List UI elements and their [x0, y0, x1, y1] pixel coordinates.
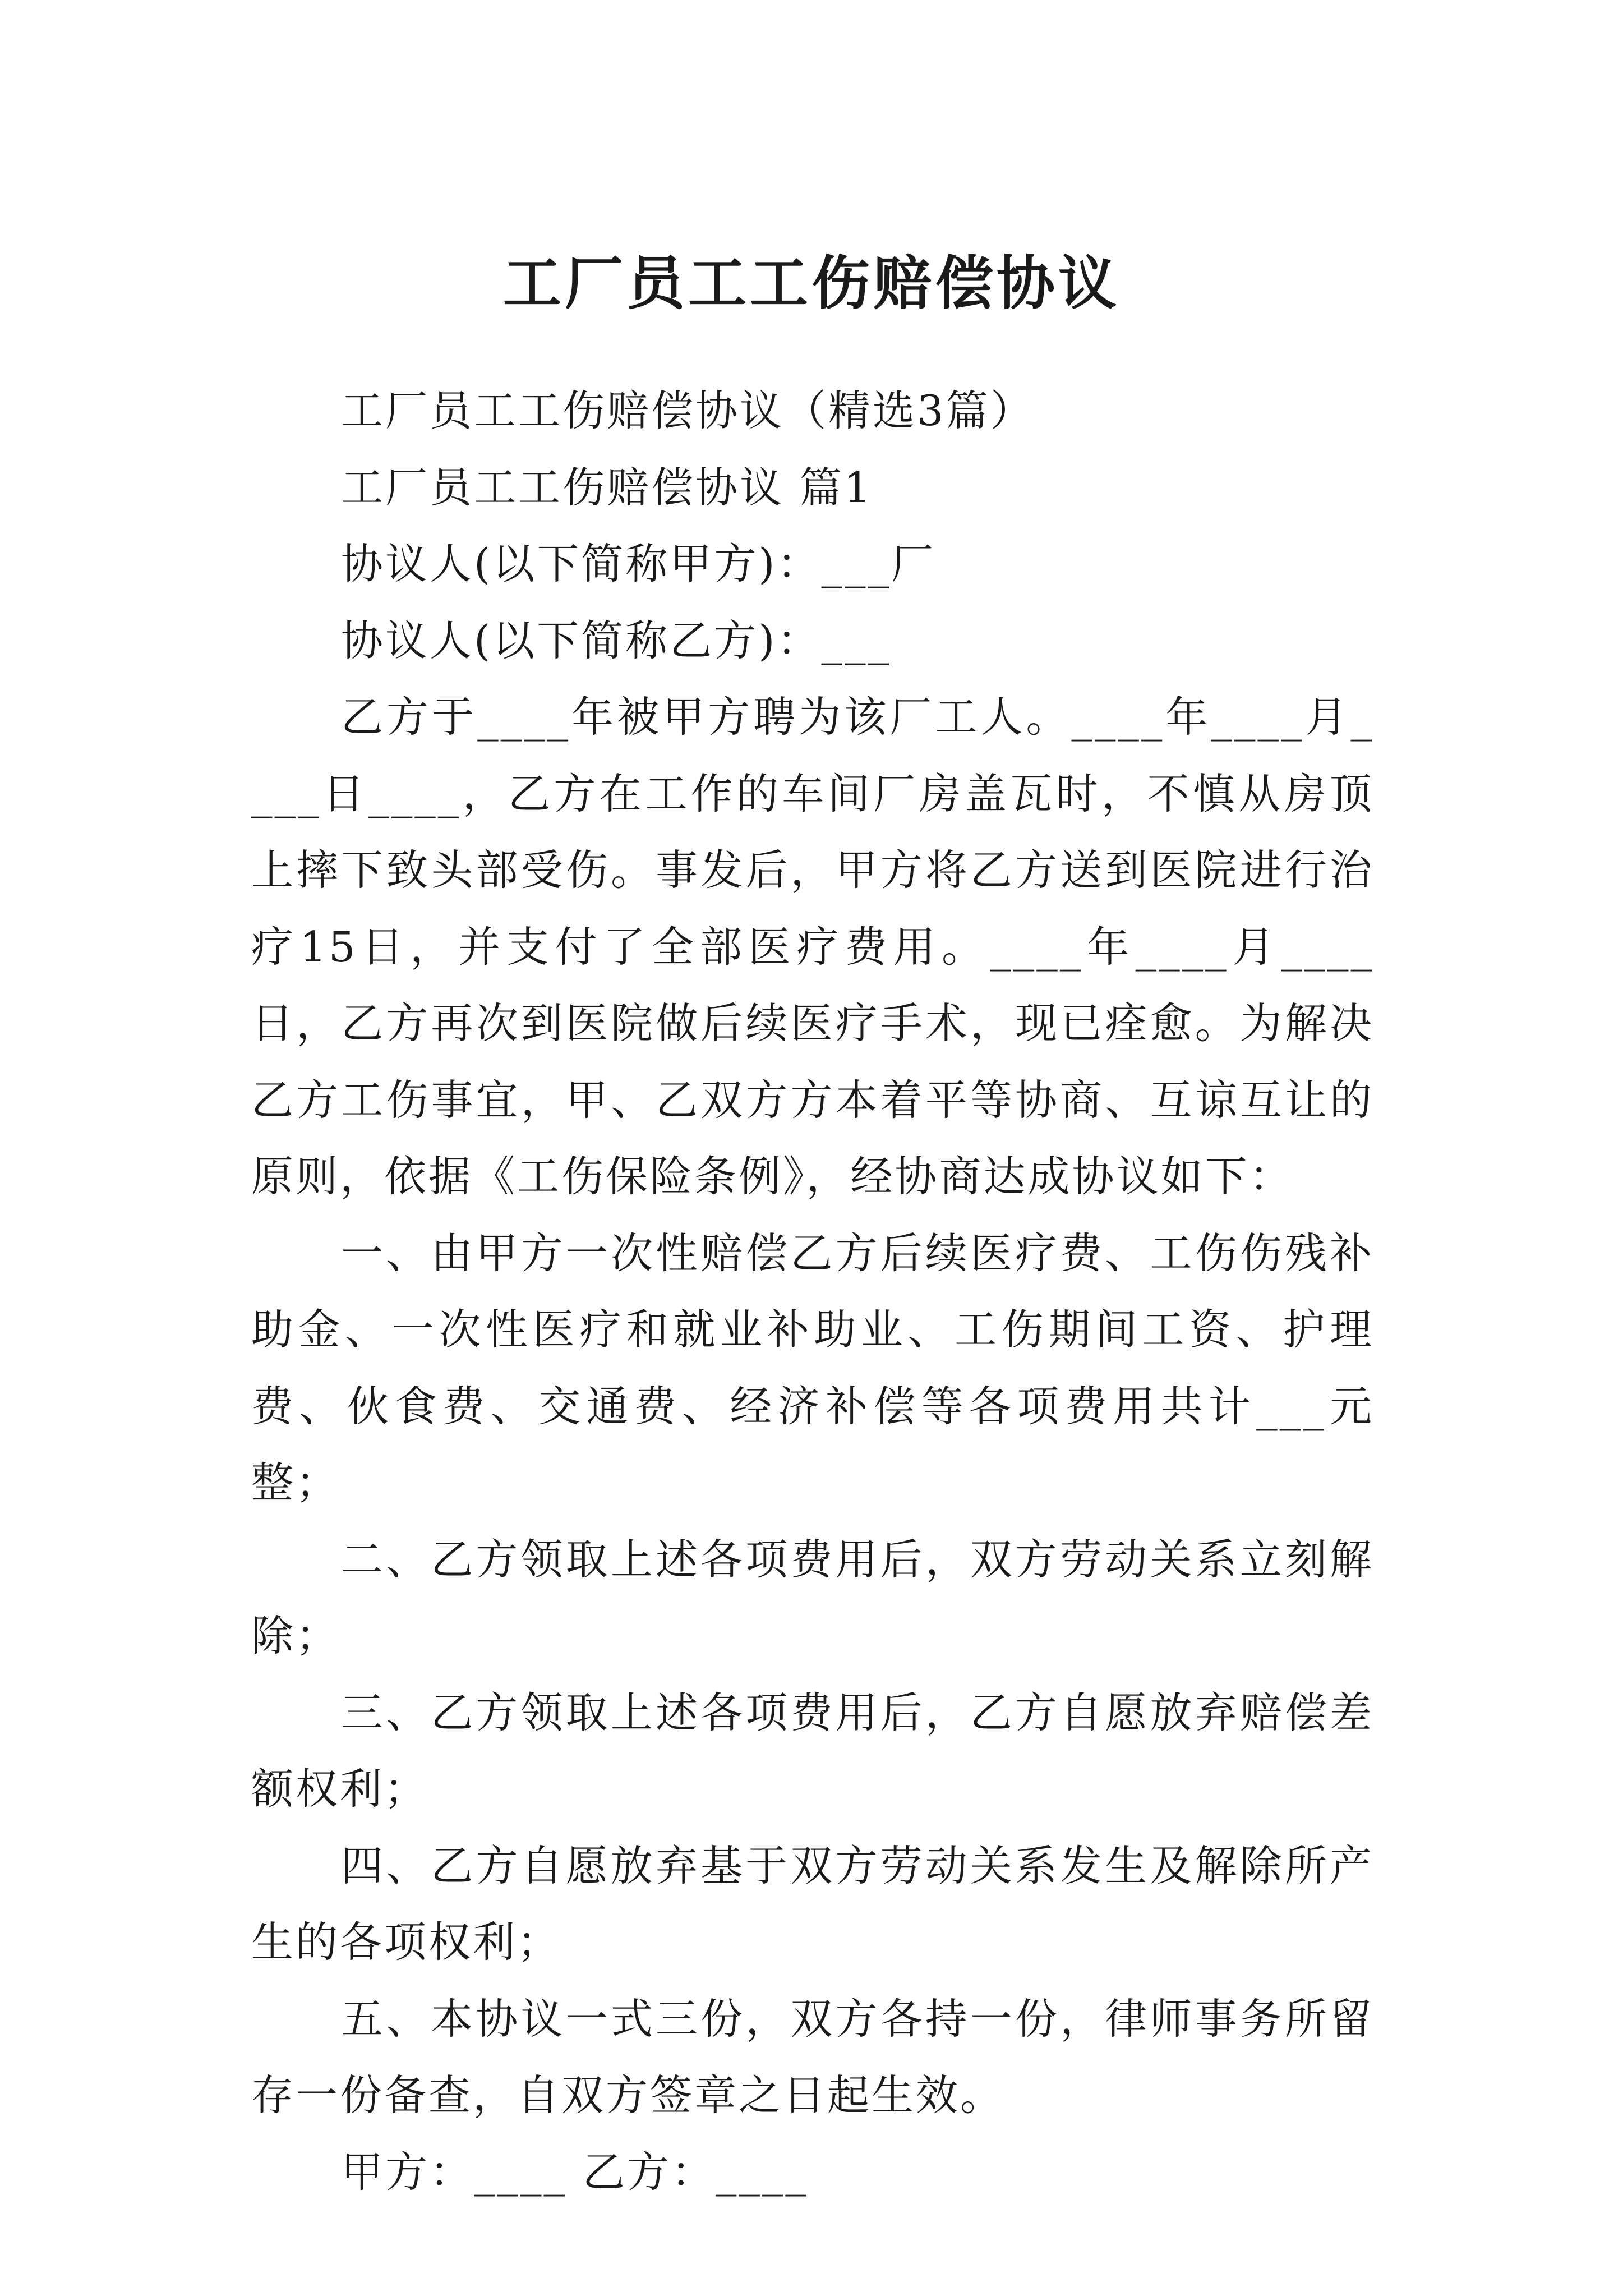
document-title: 工厂员工工伤赔偿协议 [502, 248, 1120, 318]
paragraph-clause-5: 五、本协议一式三份，双方各持一份，律师事务所留存一份备查，自双方签章之日起生效。 [251, 1994, 1374, 2120]
paragraph-background: 乙方于____年被甲方聘为该厂工人。____年____月____日____，乙方在工作的车间厂房盖瓦时，不慎从房顶上摔下致头部受伤。事发后，甲方将乙方送到医院进行治疗15日，并支付了全部医疗费用。____年____月____日，乙方再次到医院做后续医疗手术，现已痊愈。为解决乙方工伤事宜，甲、乙双方方本着平等协商、互谅互让的原则，依据《工伤保险条例》，经协商达成协议如下： [251, 692, 1374, 1201]
paragraph-subtitle: 工厂员工工伤赔偿协议（精选3篇） [341, 386, 1035, 435]
paragraph-party-a: 协议人(以下简称甲方)：___厂 [341, 539, 936, 588]
paragraph-clause-3: 三、乙方领取上述各项费用后，乙方自愿放弃赔偿差额权利； [251, 1687, 1374, 1814]
document-body [251, 372, 1374, 2210]
paragraph-clause-1: 一、由甲方一次性赔偿乙方后续医疗费、工伤伤残补助金、一次性医疗和就业补助业、工伤期间工资、护理费、伙食费、交通费、经济补偿等各项费用共计___元整； [251, 1228, 1374, 1507]
paragraph-clause-4: 四、乙方自愿放弃基于双方劳动关系发生及解除所产生的各项权利； [251, 1841, 1374, 1967]
paragraph-section-heading: 工厂员工工伤赔偿协议 篇1 [341, 462, 873, 512]
paragraph-clause-2: 二、乙方领取上述各项费用后，双方劳动关系立刻解除； [251, 1534, 1374, 1660]
paragraph-party-b: 协议人(以下简称乙方)：___ [341, 615, 892, 665]
paragraph-signatures: 甲方：____ 乙方：____ [341, 2147, 809, 2197]
